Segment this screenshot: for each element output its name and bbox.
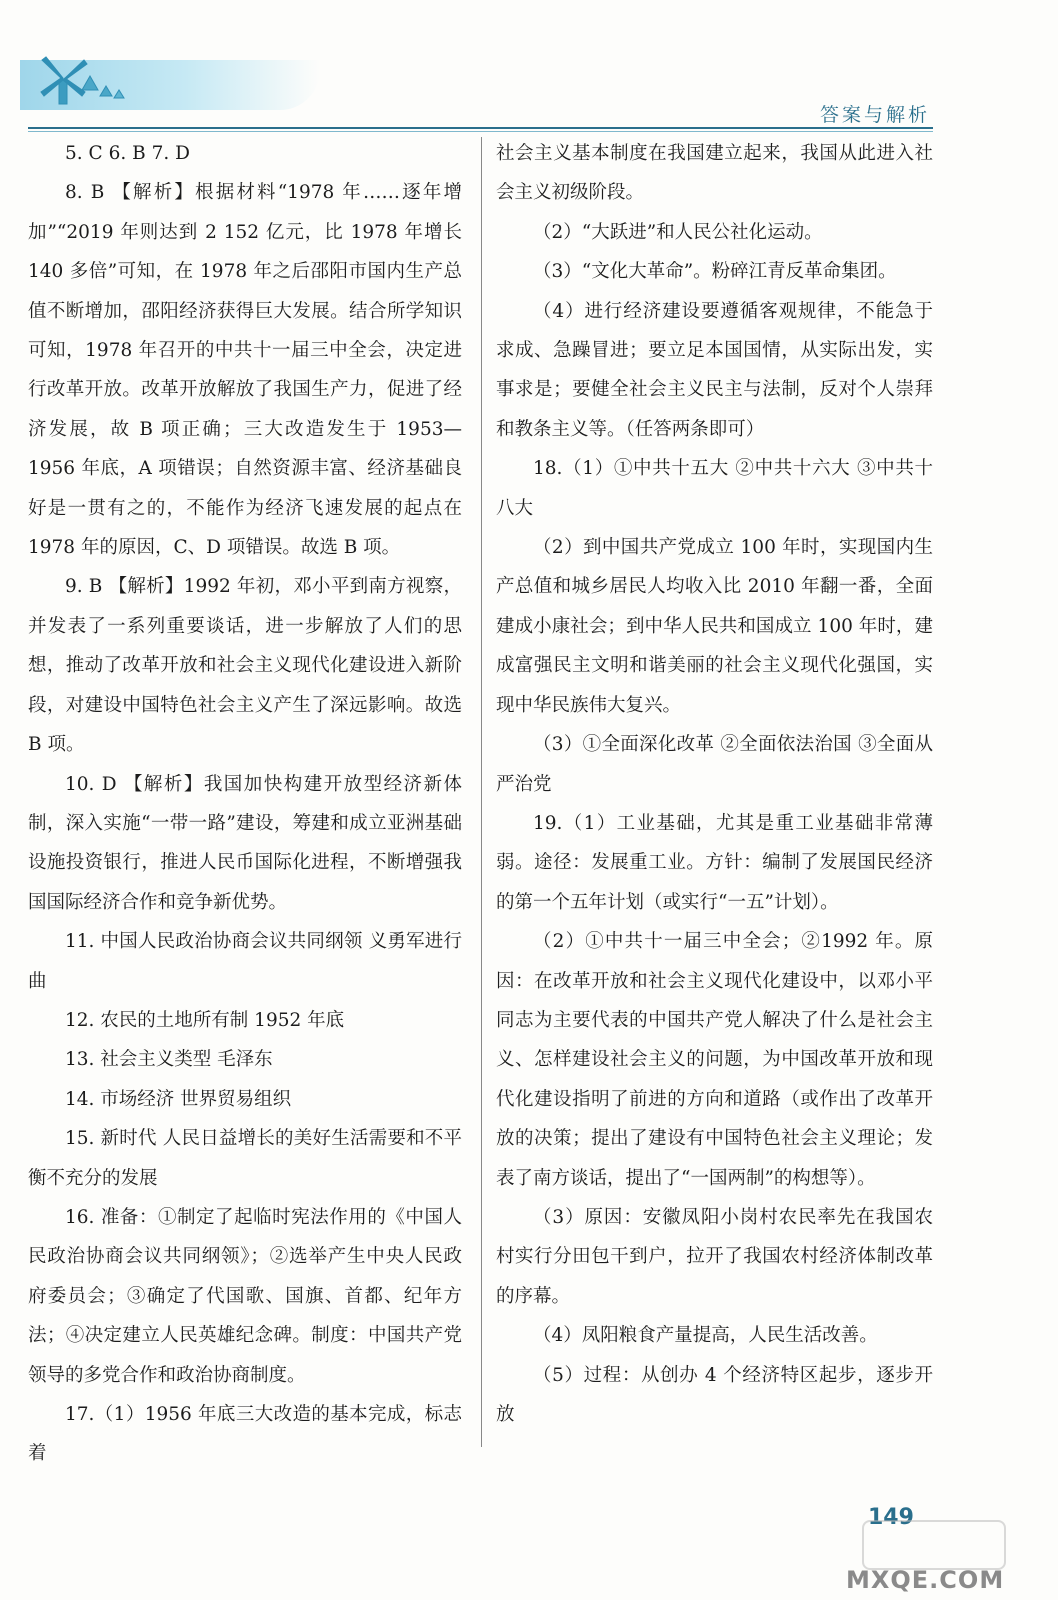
answer-17-2: （2）“大跃进”和人民公社化运动。: [533, 221, 823, 243]
answer-12: 12. 农民的土地所有制 1952 年底: [65, 1009, 345, 1031]
answer-17-start: 17.（1）1956 年底三大改造的基本完成，标志着: [28, 1404, 462, 1465]
answer-19-3: （3）原因：安徽凤阳小岗村农民率先在我国农村实行分田包干到户，拉开了我国农村经济体制改革的序幕。: [496, 1206, 933, 1307]
answer-5-7: 5. C 6. B 7. D: [65, 143, 190, 164]
answer-17-3: （3）“文化大革命”。粉碎江青反革命集团。: [533, 261, 897, 283]
watermark-badge: [862, 1520, 1006, 1570]
answer-9: 9. B 【解析】1992 年初，邓小平到南方视察，并发表了一系列重要谈话，进一步解放了人们的思想，推动了改革开放和社会主义现代化建设进入新阶段，对建设中国特色社会主义产生了深远影响。故选 B 项。: [28, 576, 462, 756]
answer-18-2: （2）到中国共产党成立 100 年时，实现国内生产总值和城乡居民人均收入比 2010 年翻一番，全面建成小康社会；到中华人民共和国成立 100 年时，建成富强民主文明和谐美丽的社会主义现代化强国，实现中华民族伟大复兴。: [496, 537, 933, 716]
windmill-logo-icon: [24, 52, 134, 112]
header-title: 答案与解析: [819, 104, 930, 126]
answer-14: 14. 市场经济 世界贸易组织: [65, 1088, 292, 1110]
answer-10: 10. D 【解析】我国加快构建开放型经济新体制，深入实施“一带一路”建设，筹建和成立亚洲基础设施投资银行，推进人民币国际化进程，不断增强我国国际经济合作和竞争新优势。: [28, 773, 462, 913]
right-column: [496, 134, 933, 1434]
answer-16: 16. 准备：①制定了起临时宪法作用的《中国人民政治协商会议共同纲领》；②选举产生中央人民政府委员会；③确定了代国歌、国旗、首都、纪年方法；④决定建立人民英雄纪念碑。制度：中国共产党领导的多党合作和政治协商制度。: [28, 1206, 462, 1386]
answer-19-1: 19.（1）工业基础，尤其是重工业基础非常薄弱。途径：发展重工业。方针：编制了发展国民经济的第一个五年计划（或实行“一五”计划）。: [496, 812, 933, 913]
answer-19-5: （5）过程：从创办 4 个经济特区起步，逐步开放: [496, 1364, 933, 1425]
answer-15: 15. 新时代 人民日益增长的美好生活需要和不平衡不充分的发展: [28, 1128, 462, 1189]
answer-17-cont: 社会主义基本制度在我国建立起来，我国从此进入社会主义初级阶段。: [496, 143, 933, 204]
answer-13: 13. 社会主义类型 毛泽东: [65, 1049, 273, 1071]
answer-8: 8. B 【解析】根据材料“1978 年……逐年增加”“2019 年则达到 2 152 亿元，比 1978 年增长 140 多倍”可知，在 1978 年之后邵阳市国内生产总值不断增加，邵阳经济获得巨大发展。结合所学知识可知，1978 年召开的中共十一届三中全会，决定进行改革开放。改革开放解放了我国生产力，促进了经济发展，故 B 项正确；三大改造发生于 1953—1956 年底，A 项错误；自然资源丰富、经济基础良好是一贯有之的，不能作为经济飞速发展的起点在 1978 年的原因，C、D 项错误。故选 B 项。: [28, 182, 462, 559]
answer-11: 11. 中国人民政治协商会议共同纲领 义勇军进行曲: [28, 931, 462, 992]
answer-19-2: （2）①中共十一届三中全会；②1992 年。原因：在改革开放和社会主义现代化建设中，以邓小平同志为主要代表的中国共产党人解决了什么是社会主义、怎样建设社会主义的问题，为中国改革开放和现代化建设指明了前进的方向和道路（或作出了改革开放的决策；提出了建设有中国特色社会主义理论；发表了南方谈话，提出了“一国两制”的构想等）。: [496, 931, 933, 1189]
page-number: 149: [868, 1505, 914, 1530]
answer-17-4: （4）进行经济建设要遵循客观规律，不能急于求成、急躁冒进；要立足本国国情，从实际出发，实事求是；要健全社会主义民主与法制，反对个人崇拜和教条主义等。（任答两条即可）: [496, 300, 933, 440]
answer-18-1: 18.（1）①中共十五大 ②中共十六大 ③中共十八大: [496, 458, 933, 519]
answer-19-4: （4）凤阳粮食产量提高，人民生活改善。: [533, 1325, 878, 1347]
header-rule-thin: [28, 131, 933, 132]
header-rule: [28, 127, 933, 129]
watermark: MXQE.COM: [846, 1566, 1005, 1594]
left-column: [28, 134, 462, 1474]
column-divider: [481, 137, 482, 1447]
answer-18-3: （3）①全面深化改革 ②全面依法治国 ③全面从严治党: [496, 734, 933, 795]
